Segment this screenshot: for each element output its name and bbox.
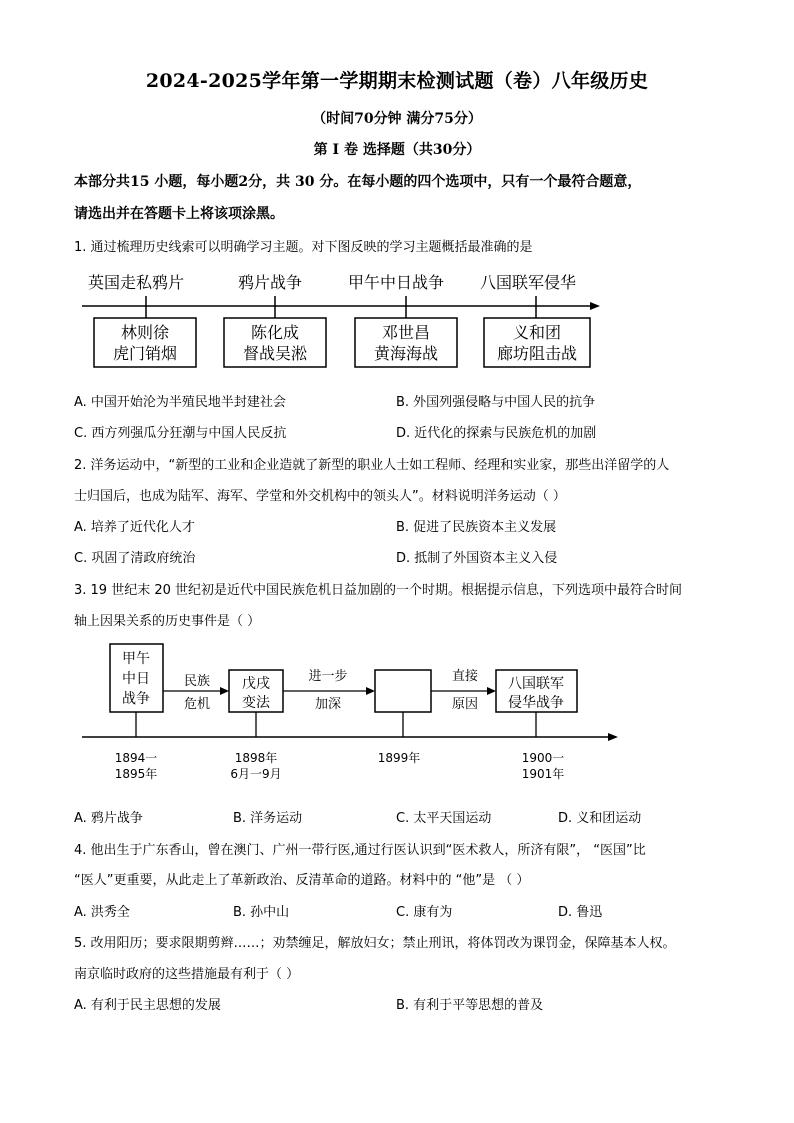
q1-top-label: 甲午中日战争 bbox=[348, 273, 445, 292]
q3-arrowhead bbox=[366, 687, 375, 695]
q1-option-b[interactable]: B. 外国列强侵略与中国人民的抗争 bbox=[396, 395, 596, 410]
q1-option-a[interactable]: A. 中国开始沦为半殖民地半封建社会 bbox=[74, 395, 286, 410]
q1-box-text: 林则徐 bbox=[120, 323, 170, 342]
q3-box-text: 戊戌 bbox=[242, 676, 270, 692]
q3-arrow-label: 危机 bbox=[183, 697, 211, 712]
q3-option-b[interactable]: B. 洋务运动 bbox=[233, 811, 303, 826]
q4-option-a[interactable]: A. 洪秀全 bbox=[74, 905, 130, 920]
q3-timeline bbox=[0, 636, 794, 786]
q4-stem-line-2: “医人”更重要，从此走上了革新政治、反清革命的道路。材料中的 “他”是 （ ） bbox=[74, 873, 530, 888]
q3-option-a[interactable]: A. 鸦片战争 bbox=[74, 811, 143, 826]
q1-box-text: 黄海海战 bbox=[373, 344, 439, 363]
intro-line-1: 本部分共15 小题，每小题2分，共 30 分。在每小题的四个选项中，只有一个最符合题意， bbox=[74, 174, 642, 190]
q3-box-blank bbox=[375, 670, 431, 712]
q3-option-c[interactable]: C. 太平天国运动 bbox=[396, 811, 492, 826]
q1-option-d[interactable]: D. 近代化的探索与民族危机的加剧 bbox=[396, 426, 597, 441]
q1-box-text: 陈化成 bbox=[250, 323, 300, 342]
q3-box-text: 侵华战争 bbox=[508, 695, 564, 711]
q1-box-text: 邓世昌 bbox=[381, 323, 431, 342]
q1-timeline bbox=[0, 262, 794, 374]
q3-box-text: 战争 bbox=[122, 691, 150, 707]
q1-box-text: 督战吴淞 bbox=[242, 344, 308, 363]
q3-arrow-label: 直接 bbox=[451, 669, 479, 684]
q1-top-label: 八国联军侵华 bbox=[480, 273, 577, 292]
q3-stem-line-1: 3. 19 世纪末 20 世纪初是近代中国民族危机日益加剧的一个时期。根据提示信息，下列选项中最符合时间 bbox=[74, 583, 683, 598]
q3-date-label: 6月一9月 bbox=[230, 767, 282, 781]
q3-option-d[interactable]: D. 义和团运动 bbox=[558, 811, 642, 826]
q2-stem-line-1: 2. 洋务运动中，“新型的工业和企业造就了新型的职业人士如工程师、经理和实业家，那些出洋留学的人 bbox=[74, 458, 670, 473]
exam-title: 2024-2025学年第一学期期末检测试题（卷）八年级历史 bbox=[145, 70, 649, 92]
q5-option-a[interactable]: A. 有利于民主思想的发展 bbox=[74, 998, 221, 1013]
q3-stem-line-2: 轴上因果关系的历史事件是（ ） bbox=[74, 614, 261, 629]
q3-box-text: 八国联军 bbox=[508, 676, 564, 692]
q4-option-d[interactable]: D. 鲁迅 bbox=[558, 905, 603, 920]
q3-arrow-label: 进一步 bbox=[308, 669, 348, 684]
q2-option-a[interactable]: A. 培养了近代化人才 bbox=[74, 520, 195, 535]
q1-top-label: 英国走私鸦片 bbox=[88, 273, 185, 292]
q4-option-b[interactable]: B. 孙中山 bbox=[233, 905, 290, 920]
q1-stem: 1. 通过梳理历史线索可以明确学习主题。对下图反映的学习主题概括最准确的是 bbox=[74, 240, 533, 255]
q1-axis-arrowhead bbox=[590, 302, 600, 310]
q3-date-label: 1894一 bbox=[114, 751, 158, 765]
q2-option-d[interactable]: D. 抵制了外国资本主义入侵 bbox=[396, 551, 558, 566]
q2-option-b[interactable]: B. 促进了民族资本主义发展 bbox=[396, 520, 557, 535]
q4-stem-line-1: 4. 他出生于广东香山，曾在澳门、广州一带行医,通过行医认识到“医术救人，所济有限”， “医国”比 bbox=[74, 843, 646, 858]
q3-date-label: 1895年 bbox=[114, 767, 158, 781]
q1-option-c[interactable]: C. 西方列强瓜分狂潮与中国人民反抗 bbox=[74, 426, 287, 441]
q3-date-label: 1899年 bbox=[377, 751, 421, 765]
q1-box-text: 义和团 bbox=[512, 323, 562, 342]
q3-arrow-label: 加深 bbox=[314, 697, 342, 712]
q3-arrow-label: 原因 bbox=[451, 697, 479, 712]
q1-box-text: 虎门销烟 bbox=[112, 344, 178, 363]
q3-box-text: 变法 bbox=[242, 695, 270, 711]
q3-arrowhead bbox=[220, 687, 229, 695]
q3-box-text: 中日 bbox=[122, 671, 150, 687]
q4-option-c[interactable]: C. 康有为 bbox=[396, 905, 453, 920]
q3-box-text: 甲午 bbox=[122, 651, 150, 667]
exam-time-info: （时间70分钟 满分75分） bbox=[312, 111, 482, 127]
q1-top-label: 鸦片战争 bbox=[238, 273, 303, 292]
q3-date-label: 1901年 bbox=[521, 767, 565, 781]
q5-stem-line-2: 南京临时政府的这些措施最有利于（ ） bbox=[74, 967, 300, 982]
q2-option-c[interactable]: C. 巩固了清政府统治 bbox=[74, 551, 196, 566]
intro-line-2: 请选出并在答题卡上将该项涂黑。 bbox=[74, 206, 284, 222]
q3-arrow-label: 民族 bbox=[183, 674, 211, 689]
q1-box-text: 廊坊阻击战 bbox=[496, 344, 578, 363]
q3-arrowhead bbox=[487, 687, 496, 695]
q5-stem-line-1: 5. 改用阳历；要求限期剪辫……；劝禁缠足，解放妇女；禁止刑讯，将体罚改为课罚金，保障基本人权。 bbox=[74, 936, 676, 951]
section-heading: 第 Ⅰ 卷 选择题（共30分） bbox=[313, 142, 481, 158]
q3-date-label: 1900一 bbox=[521, 751, 565, 765]
q2-stem-line-2: 士归国后，也成为陆军、海军、学堂和外交机构中的领头人”。材料说明洋务运动（ ） bbox=[74, 489, 566, 504]
q3-axis-arrowhead bbox=[608, 733, 618, 741]
q5-option-b[interactable]: B. 有利于平等思想的普及 bbox=[396, 998, 544, 1013]
q3-date-label: 1898年 bbox=[234, 751, 278, 765]
